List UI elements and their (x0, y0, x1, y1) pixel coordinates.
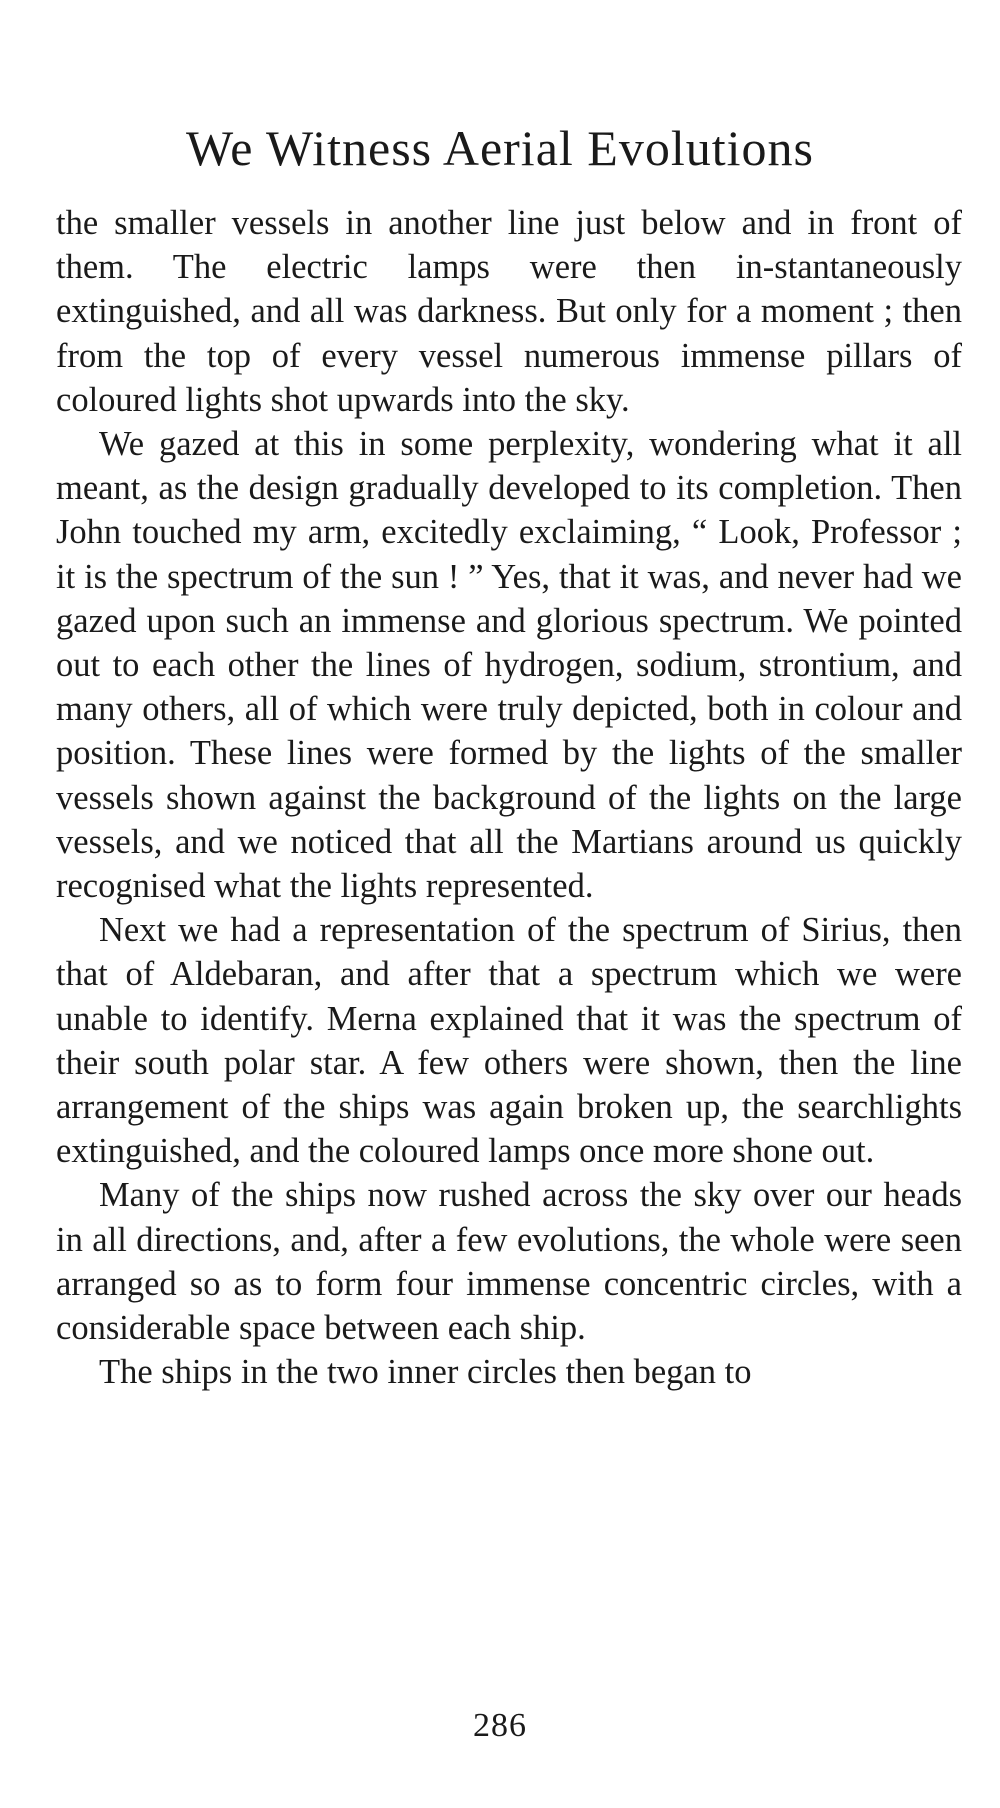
paragraph: Next we had a representation of the spectrum of Sirius, then that of Aldebaran, and after that a spectrum which we were unable to identify. Merna explained that it was the spectrum of their south polar star. A few others were shown, then the line arrangement of the ships was again broken up, the searchlights extinguished, and the coloured lamps once more shone out. (56, 911, 962, 1171)
paragraph: The ships in the two inner circles then began to (99, 1353, 752, 1392)
paragraph: the smaller vessels in another line just below and in front of them. The electric lamps were then in-stantaneously extinguished, and all was darkness. But only for a moment ; then from the top of every vessel numerous immense pillars of coloured lights shot upwards into the sky. (56, 204, 962, 419)
body-text (56, 201, 962, 1394)
paragraph: We gazed at this in some perplexity, wondering what it all meant, as the design gradually developed to its completion. Then John touched my arm, excitedly exclaiming, “ Look, Professor ; it is the spectrum of the sun ! ” Yes, that it was, and never had we gazed upon such an immense and glorious spectrum. We pointed out to each other the lines of hydrogen, sodium, strontium, and many others, all of which were truly depicted, both in colour and position. These lines were formed by the lights of the smaller vessels shown against the background of the lights on the large vessels, and we noticed that all the Martians around us quickly recognised what the lights represented. (56, 425, 962, 906)
running-head: We Witness Aerial Evolutions (186, 120, 814, 176)
paragraph: Many of the ships now rushed across the sky over our heads in all directions, and, after a few evolutions, the whole were seen arranged so as to form four immense concentric circles, with a considerable space between each ship. (56, 1176, 962, 1348)
page-number: 286 (473, 1707, 527, 1744)
